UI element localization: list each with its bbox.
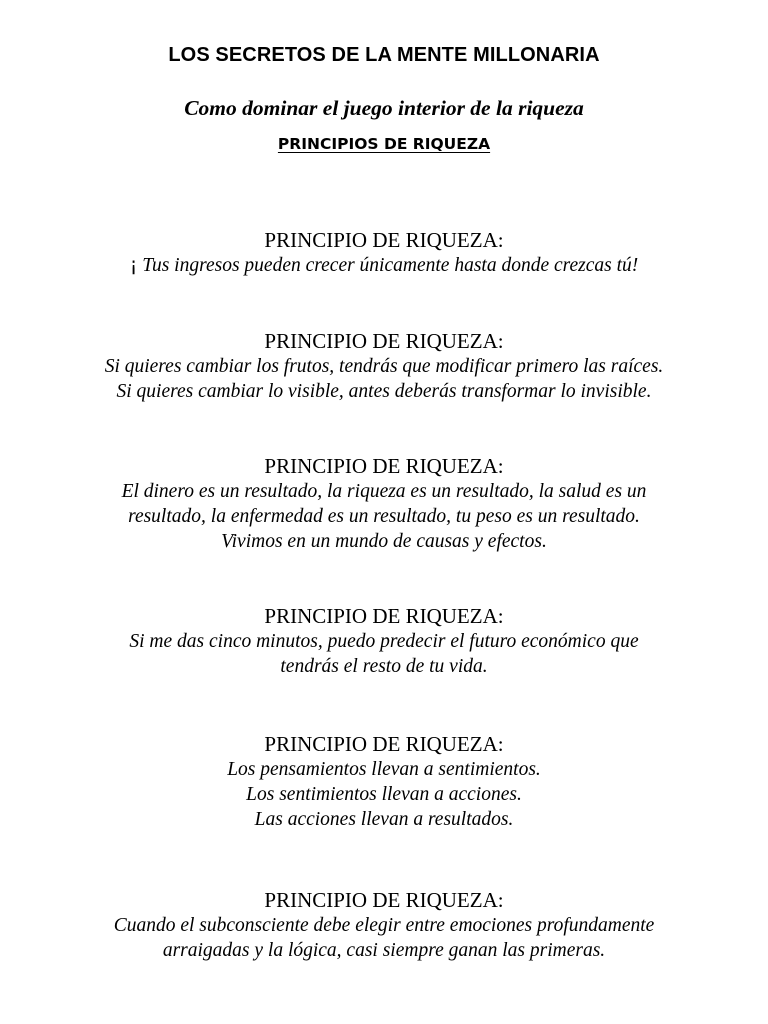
document-subtitle: Como dominar el juego interior de la riqueza bbox=[184, 96, 584, 120]
opening-exclamation: ¡ bbox=[129, 254, 138, 276]
section-heading-text: PRINCIPIOS DE RIQUEZA bbox=[277, 135, 491, 153]
principle-text bbox=[0, 354, 768, 404]
principle-line: El dinero es un resultado, la riqueza es un resultado, la salud es un bbox=[121, 481, 647, 502]
principle-line: Si quieres cambiar los frutos, tendrás que modificar primero las raíces. bbox=[104, 356, 664, 377]
principle-line: Vivimos en un mundo de causas y efectos. bbox=[221, 531, 547, 552]
principle-text bbox=[0, 629, 768, 679]
principle-label: PRINCIPIO DE RIQUEZA: bbox=[264, 604, 504, 628]
principle-text bbox=[0, 253, 768, 278]
principle-line: Los pensamientos llevan a sentimientos. bbox=[227, 759, 541, 780]
principle-line-text: Tus ingresos pueden crecer únicamente hasta donde crezcas tú! bbox=[142, 255, 639, 276]
principle-block-1 bbox=[0, 227, 768, 278]
principle-block-4 bbox=[0, 603, 768, 679]
principle-block-3 bbox=[0, 453, 768, 554]
principle-text bbox=[0, 479, 768, 554]
principle-block-6 bbox=[0, 887, 768, 963]
principle-text bbox=[0, 913, 768, 963]
document-title: LOS SECRETOS DE LA MENTE MILLONARIA bbox=[168, 44, 600, 66]
principle-label: PRINCIPIO DE RIQUEZA: bbox=[264, 329, 504, 353]
principle-text bbox=[0, 757, 768, 832]
section-heading bbox=[0, 135, 768, 153]
principle-line bbox=[0, 253, 768, 278]
principle-block-2 bbox=[0, 328, 768, 404]
principle-label: PRINCIPIO DE RIQUEZA: bbox=[264, 732, 504, 756]
principle-line: Cuando el subconsciente debe elegir entre emociones profundamente bbox=[113, 915, 655, 936]
principle-line: Los sentimientos llevan a acciones. bbox=[246, 784, 522, 805]
principle-label: PRINCIPIO DE RIQUEZA: bbox=[264, 454, 504, 478]
principle-line: Si quieres cambiar lo visible, antes deberás transformar lo invisible. bbox=[116, 381, 652, 402]
principle-block-5 bbox=[0, 731, 768, 832]
principle-line: Si me das cinco minutos, puedo predecir el futuro económico que bbox=[129, 631, 639, 652]
principle-line: resultado, la enfermedad es un resultado, tu peso es un resultado. bbox=[128, 506, 640, 527]
principle-label: PRINCIPIO DE RIQUEZA: bbox=[264, 228, 504, 252]
principle-line: tendrás el resto de tu vida. bbox=[280, 656, 488, 677]
principle-label: PRINCIPIO DE RIQUEZA: bbox=[264, 888, 504, 912]
principle-line: Las acciones llevan a resultados. bbox=[254, 809, 514, 830]
principle-line: arraigadas y la lógica, casi siempre ganan las primeras. bbox=[162, 940, 606, 961]
